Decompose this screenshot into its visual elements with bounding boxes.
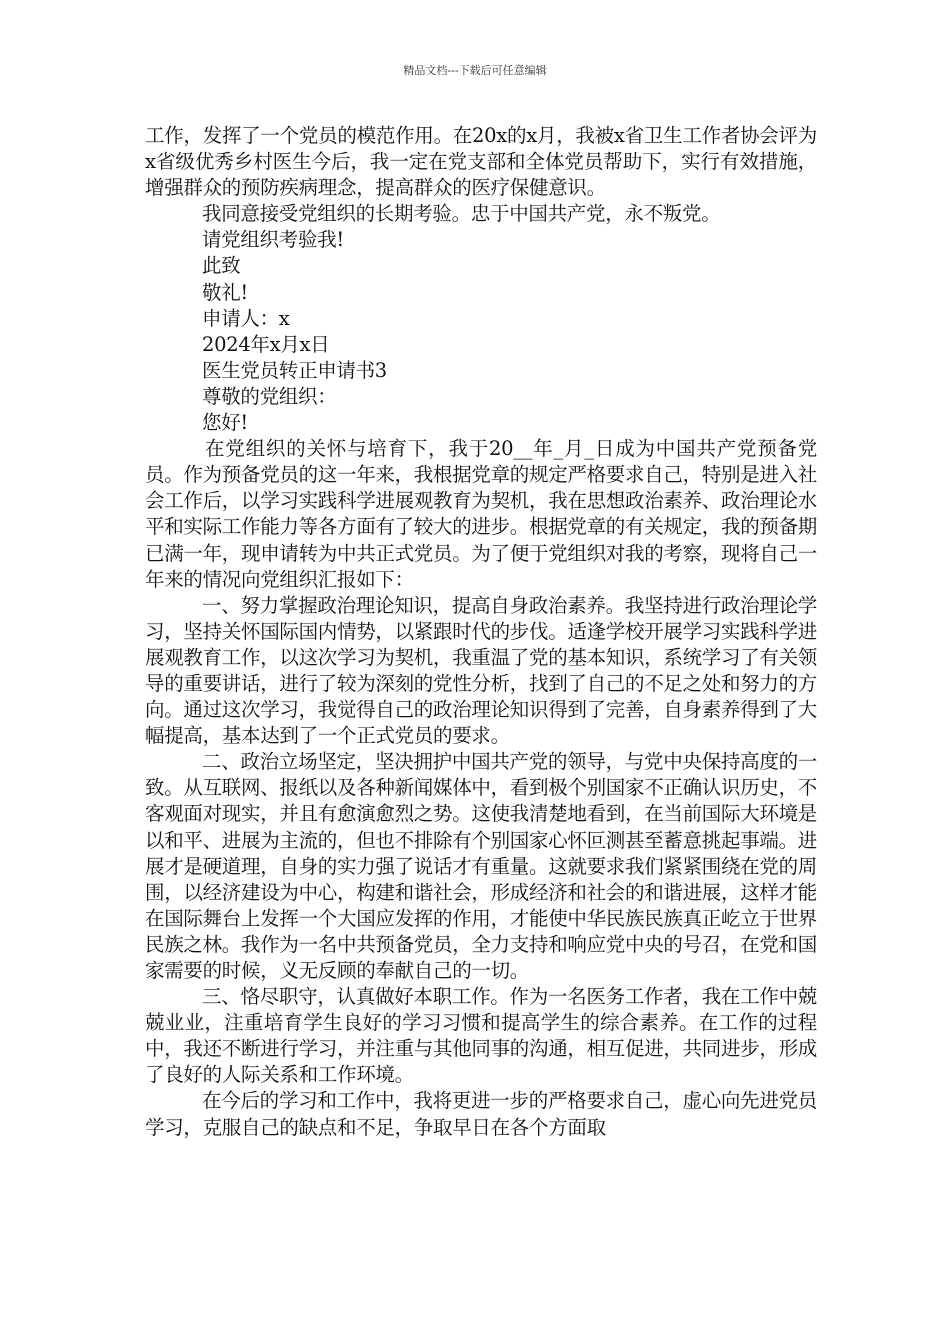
applicant-line: 申请人：x <box>202 306 290 330</box>
paragraph: 请党组织考验我! <box>202 228 344 252</box>
section-title: 医生党员转正申请书3 <box>202 358 387 382</box>
paragraph: 我同意接受党组织的长期考验。忠于中国共产党，永不叛党。 <box>202 202 721 226</box>
salutation-closing: 此致 <box>202 254 241 278</box>
salutation-regards: 敬礼! <box>202 280 248 304</box>
document-body <box>145 123 817 1141</box>
greeting-recipient: 尊敬的党组织： <box>202 384 337 408</box>
paragraph: 工作，发挥了一个党员的模范作用。在20x的x月，我被x省卫生工作者协会评为x省级优秀乡村医生今后，我一定在党支部和全体党员帮助下，实行有效措施，增强群众的预防疾病理念，提高群众的医疗保健意识。 <box>145 124 817 200</box>
paragraph: 在党组织的关怀与培育下，我于20__年_月_日成为中国共产党预备党员。作为预备党员的这一年来，我根据党章的规定严格要求自己，特别是进入社会工作后，以学习实践科学进展观教育为契机，我在思想政治素养、政治理论水平和实际工作能力等各方面有了较大的进步。根据党章的有关规定，我的预备期已满一年，现申请转为中共正式党员。为了便于党组织对我的考察，现将自己一年来的情况向党组织汇报如下： <box>145 437 818 591</box>
paragraph: 在今后的学习和工作中，我将更进一步的严格要求自己，虚心向先进党员学习，克服自己的缺点和不足，争取早日在各个方面取 <box>145 1089 817 1139</box>
page-header: 精品文档---下载后可任意编辑 <box>403 64 547 77</box>
paragraph: 二、政治立场坚定，坚决拥护中国共产党的领导，与党中央保持高度的一致。从互联网、报纸以及各种新闻媒体中，看到极个别国家不正确认识历史，不客观面对现实，并且有愈演愈烈之势。这使我清楚地看到，在当前国际大环境是以和平、进展为主流的，但也不排除有个别国家心怀叵测甚至蓄意挑起事端。进展才是硬道理，自身的实力强了说话才有重量。这就要求我们紧紧围绕在党的周围，以经济建设为中心，构建和谐社会，形成经济和社会的和谐进展，这样才能在国际舞台上发挥一个大国应发挥的作用，才能使中华民族民族真正屹立于世界民族之林。我作为一名中共预备党员，全力支持和响应党中央的号召，在党和国家需要的时候，义无反顾的奉献自己的一切。 <box>145 750 818 982</box>
date-line: 2024年x月x日 <box>202 332 330 356</box>
greeting: 您好! <box>202 411 248 435</box>
paragraph: 三、恪尽职守，认真做好本职工作。作为一名医务工作者，我在工作中兢兢业业，注重培育学生良好的学习习惯和提高学生的综合素养。在工作的过程中，我还不断进行学习，并注重与其他同事的沟通，相互促进，共同进步，形成了良好的人际关系和工作环境。 <box>145 985 818 1087</box>
paragraph: 一、努力掌握政治理论知识，提高自身政治素养。我坚持进行政治理论学习，坚持关怀国际国内情势，以紧跟时代的步伐。适逢学校开展学习实践科学进展观教育工作，以这次学习为契机，我重温了党的基本知识，系统学习了有关领导的重要讲话，进行了较为深刻的党性分析，找到了自己的不足之处和努力的方向。通过这次学习，我觉得自己的政治理论知识得到了完善，自身素养得到了大幅提高，基本达到了一个正式党员的要求。 <box>145 593 818 748</box>
